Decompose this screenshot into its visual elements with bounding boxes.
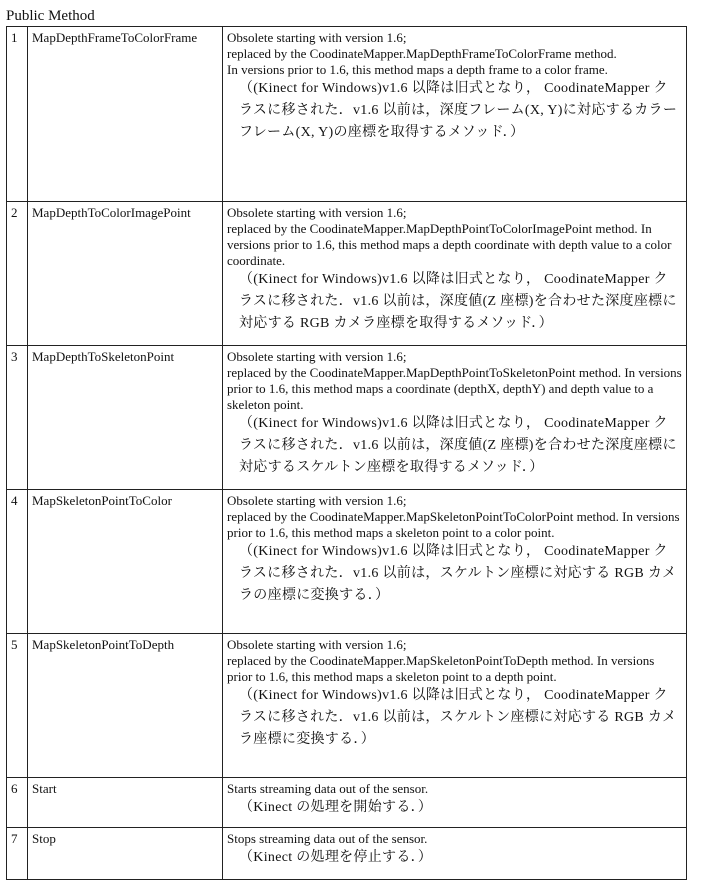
description-english: Obsolete starting with version 1.6; replaced by the CoodinateMapper.MapDepthPointToColorImagePoint method. In versions prior to 1.6, this method maps a depth coordinate with depth value to a color coordinate.: [227, 205, 672, 268]
method-name: MapDepthFrameToColorFrame: [28, 27, 223, 202]
method-description: [223, 202, 687, 346]
method-name: MapSkeletonPointToDepth: [28, 634, 223, 778]
description-english: Obsolete starting with version 1.6; replaced by the CoodinateMapper.MapSkeletonPointToDepth method. In versions prior to 1.6, this method maps a skeleton point to a depth point.: [227, 637, 655, 684]
description-english: Obsolete starting with version 1.6; replaced by the CoodinateMapper.MapDepthFrameToColorFrame method. In versions prior to 1.6, this method maps a depth frame to a color frame.: [227, 30, 617, 77]
description-japanese: （Kinect の処理を開始する．）: [239, 800, 433, 815]
table-row: [7, 202, 687, 346]
row-number: 3: [7, 346, 28, 490]
description-japanese: （(Kinect for Windows)v1.6 以降は旧式となり， CoodinateMapper クラスに移された．v1.6 以前は，スケルトン座標に対応する RGB カメラ座標に変換する．）: [239, 688, 677, 747]
row-number: 5: [7, 634, 28, 778]
table-row: [7, 634, 687, 778]
methods-table: [6, 26, 687, 880]
method-name: MapDepthToColorImagePoint: [28, 202, 223, 346]
description-japanese: （(Kinect for Windows)v1.6 以降は旧式となり， CoodinateMapper クラスに移された．v1.6 以前は，深度値(Z 座標)を合わせた深度座標に対応するスケルトン座標を取得するメソッド．）: [239, 416, 677, 475]
method-name: MapSkeletonPointToColor: [28, 490, 223, 634]
description-japanese: （(Kinect for Windows)v1.6 以降は旧式となり， CoodinateMapper クラスに移された．v1.6 以前は，スケルトン座標に対応する RGB カメラの座標に変換する．）: [239, 544, 677, 603]
method-name: MapDepthToSkeletonPoint: [28, 346, 223, 490]
table-row: [7, 27, 687, 202]
description-english: Stops streaming data out of the sensor.: [227, 831, 428, 846]
row-number: 2: [7, 202, 28, 346]
description-english: Obsolete starting with version 1.6; replaced by the CoodinateMapper.MapDepthPointToSkeletonPoint method. In versions prior to 1.6, this method maps a coordinate (depthX, depthY) and depth value to a skeleton point.: [227, 349, 682, 412]
method-name: Start: [28, 778, 223, 828]
table-row: [7, 490, 687, 634]
row-number: 1: [7, 27, 28, 202]
method-description: [223, 27, 687, 202]
description-english: Obsolete starting with version 1.6; replaced by the CoodinateMapper.MapSkeletonPointToColorPoint method. In versions prior to 1.6, this method maps a skeleton point to a color point.: [227, 493, 680, 540]
method-description: [223, 634, 687, 778]
table-row: [7, 778, 687, 828]
description-japanese: （(Kinect for Windows)v1.6 以降は旧式となり， CoodinateMapper クラスに移された．v1.6 以前は，深度フレーム(X, Y)に対応するカラーフレーム(X, Y)の座標を取得するメソッド．）: [239, 81, 678, 140]
method-description: [223, 490, 687, 634]
table-row: [7, 346, 687, 490]
row-number: 7: [7, 828, 28, 880]
description-japanese: （(Kinect for Windows)v1.6 以降は旧式となり， CoodinateMapper クラスに移された．v1.6 以前は，深度値(Z 座標)を合わせた深度座標に対応する RGB カメラ座標を取得するメソッド．）: [239, 272, 677, 331]
description-japanese: （Kinect の処理を停止する．）: [239, 850, 433, 865]
method-description: [223, 346, 687, 490]
method-description: [223, 778, 687, 828]
row-number: 6: [7, 778, 28, 828]
row-number: 4: [7, 490, 28, 634]
method-description: [223, 828, 687, 880]
section-title: Public Method: [6, 8, 95, 24]
method-name: Stop: [28, 828, 223, 880]
description-english: Starts streaming data out of the sensor.: [227, 781, 429, 796]
table-row: [7, 828, 687, 880]
